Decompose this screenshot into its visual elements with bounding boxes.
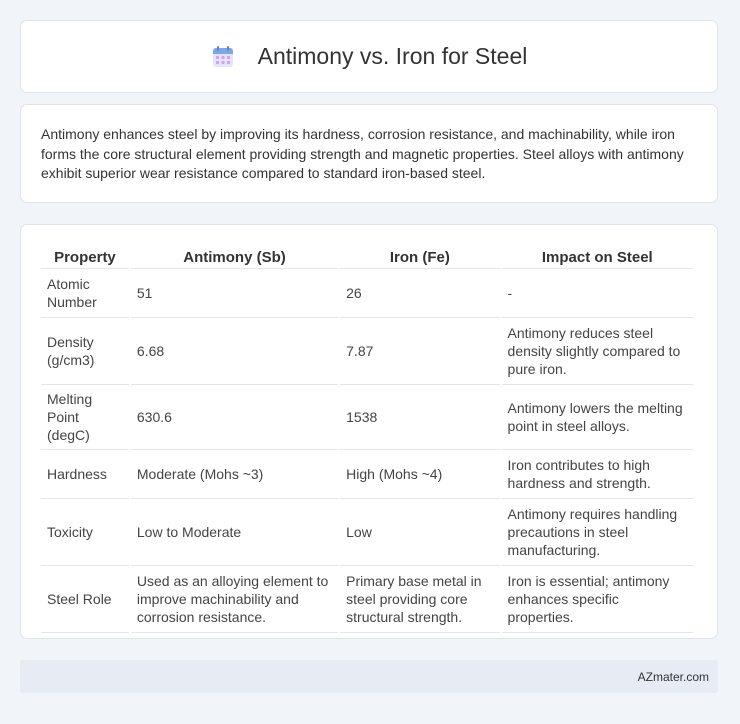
calendar-icon (211, 45, 235, 69)
table-cell: Low (340, 499, 499, 566)
table-cell: Density (g/cm3) (41, 318, 129, 385)
footer (20, 660, 718, 693)
page-title: Antimony vs. Iron for Steel (257, 43, 528, 69)
table-row (41, 450, 693, 499)
table-cell: Toxicity (41, 499, 129, 566)
table-cell: - (502, 269, 693, 318)
table-cell: 7.87 (340, 318, 499, 385)
column-header: Impact on Steel (502, 245, 693, 269)
table-cell: Iron is essential; antimony enhances specific properties. (502, 566, 693, 633)
table-cell: Steel Role (41, 566, 129, 633)
table-cell: Iron contributes to high hardness and strength. (502, 450, 693, 499)
table-cell: Moderate (Mohs ~3) (131, 450, 338, 499)
column-header: Property (41, 245, 129, 269)
table-cell: Low to Moderate (131, 499, 338, 566)
comparison-table (39, 245, 695, 633)
title-card (20, 20, 718, 93)
table-cell: Melting Point (degC) (41, 385, 129, 450)
table-cell: Hardness (41, 450, 129, 499)
table-cell: 1538 (340, 385, 499, 450)
column-header: Iron (Fe) (340, 245, 499, 269)
table-row (41, 318, 693, 385)
column-header: Antimony (Sb) (131, 245, 338, 269)
intro-card (20, 104, 718, 203)
table-cell: High (Mohs ~4) (340, 450, 499, 499)
footer-brand[interactable]: AZmater.com (637, 669, 709, 684)
table-header-row (41, 245, 693, 269)
table-cell: Antimony requires handling precautions in steel manufacturing. (502, 499, 693, 566)
table-card (20, 224, 718, 639)
table-cell: Primary base metal in steel providing core structural strength. (340, 566, 499, 633)
table-row (41, 499, 693, 566)
table-cell: 630.6 (131, 385, 338, 450)
intro-text: Antimony enhances steel by improving its hardness, corrosion resistance, and machinability, while iron forms the core structural element providing strength and magnetic properties. Steel alloys with antimony exhibit superior wear resistance compared to standard iron-based steel. (41, 126, 684, 182)
table-cell: Used as an alloying element to improve machinability and corrosion resistance. (131, 566, 338, 633)
table-cell: Antimony lowers the melting point in steel alloys. (502, 385, 693, 450)
table-cell: Atomic Number (41, 269, 129, 318)
table-row (41, 385, 693, 450)
table-row (41, 566, 693, 633)
table-cell: 6.68 (131, 318, 338, 385)
table-cell: Antimony reduces steel density slightly compared to pure iron. (502, 318, 693, 385)
table-row (41, 269, 693, 318)
table-cell: 26 (340, 269, 499, 318)
table-cell: 51 (131, 269, 338, 318)
